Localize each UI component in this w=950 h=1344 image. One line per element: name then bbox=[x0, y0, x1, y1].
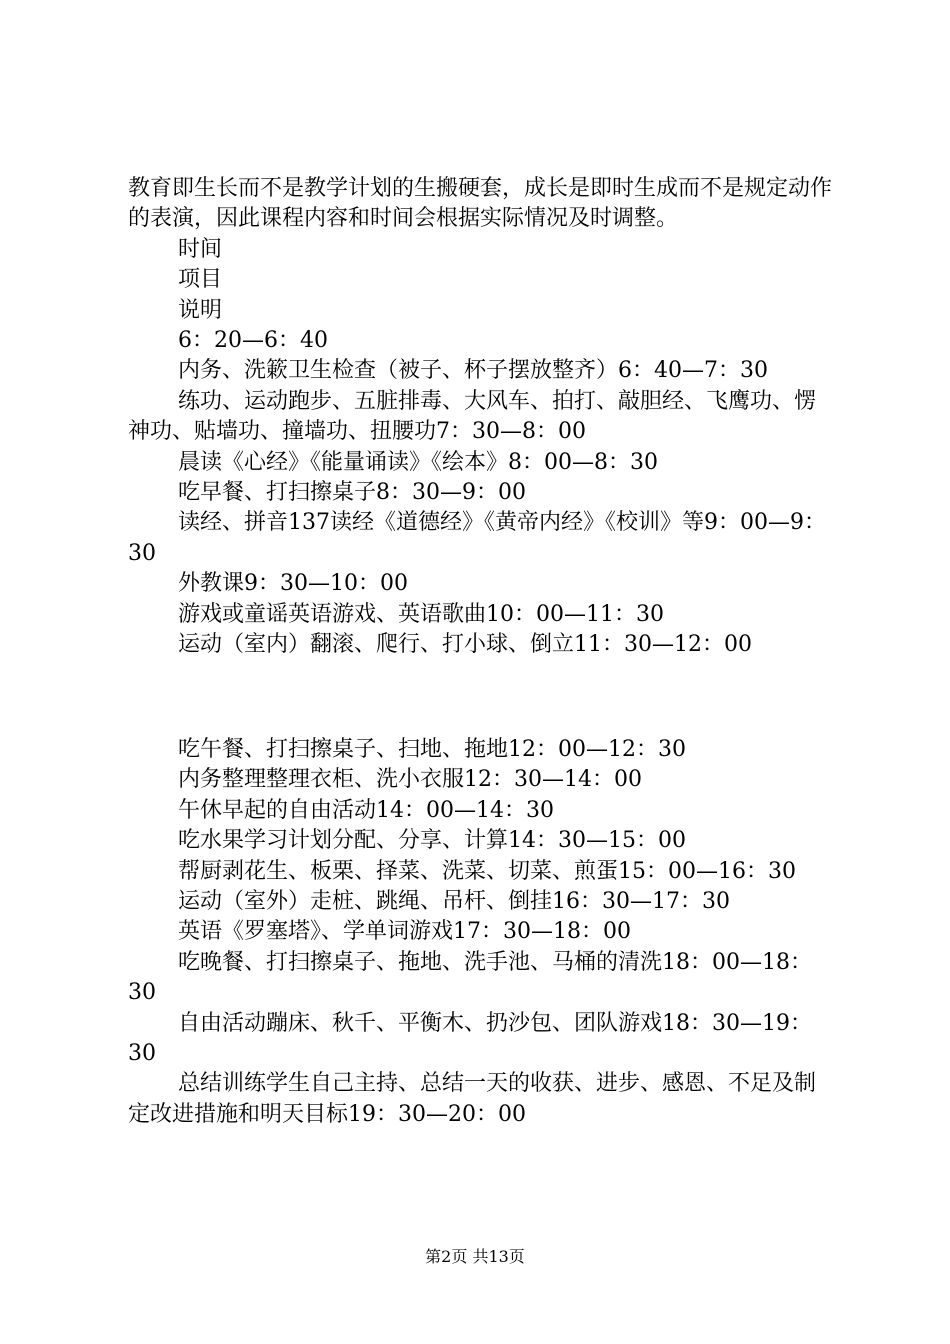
schedule-line: 运动（室外）走桩、跳绳、吊杆、倒挂16：30—17：30 bbox=[178, 888, 730, 914]
schedule-line: 内务、洗簌卫生检查（被子、杯子摆放整齐）6：40—7：30 bbox=[178, 358, 768, 384]
schedule-line: 练功、运动跑步、五脏排毒、大风车、拍打、敲胆经、飞鹰功、愣神功、贴墙功、撞墙功、扭腰功7：30—8：00 bbox=[128, 388, 817, 445]
schedule-line: 游戏或童谣英语游戏、英语歌曲10：00—11：30 bbox=[178, 601, 664, 627]
schedule-line: 外教课9：30—10：00 bbox=[178, 571, 408, 597]
schedule-line: 吃晚餐、打扫擦桌子、拖地、洗手池、马桶的清洗18：00—18：30 bbox=[128, 949, 812, 1006]
header-item: 项目 bbox=[178, 267, 223, 293]
schedule-line: 吃早餐、打扫擦桌子8：30—9：00 bbox=[178, 480, 526, 506]
schedule-line: 6：20—6：40 bbox=[178, 328, 328, 354]
schedule-line: 吃水果学习计划分配、分享、计算14：30—15：00 bbox=[178, 828, 686, 854]
intro-paragraph: 教育即生长而不是教学计划的生搬硬套，成长是即时生成而不是规定动作的表演，因此课程内容和时间会根据实际情况及时调整。 bbox=[128, 176, 833, 232]
schedule-line: 自由活动蹦床、秋千、平衡木、扔沙包、团队游戏18：30—19：30 bbox=[128, 1010, 812, 1066]
schedule-line: 晨读《心经》《能量诵读》《绘本》8：00—8：30 bbox=[178, 449, 658, 475]
document-body bbox=[128, 174, 833, 1130]
schedule-line: 吃午餐、打扫擦桌子、扫地、拖地12：00—12：30 bbox=[178, 736, 686, 762]
schedule-list bbox=[128, 326, 833, 1130]
blank-line bbox=[128, 683, 833, 713]
header-time: 时间 bbox=[178, 236, 223, 262]
schedule-line: 帮厨剥花生、板栗、择菜、洗菜、切菜、煎蛋15：00—16：30 bbox=[178, 858, 796, 884]
header-note: 说明 bbox=[178, 297, 223, 323]
schedule-line: 午休早起的自由活动14：00—14：30 bbox=[178, 797, 554, 823]
schedule-line: 内务整理整理衣柜、洗小衣服12：30—14：00 bbox=[178, 767, 642, 793]
schedule-line: 英语《罗塞塔》、学单词游戏17：30—18：00 bbox=[178, 919, 631, 945]
schedule-line: 运动（室内）翻滚、爬行、打小球、倒立11：30—12：00 bbox=[178, 632, 752, 658]
schedule-line: 总结训练学生自己主持、总结一天的收获、进步、感恩、不足及制定改进措施和明天目标19：30—20：00 bbox=[128, 1071, 817, 1127]
schedule-line: 读经、拼音137读经《道德经》《黄帝内经》《校训》等9：00—9：30 bbox=[128, 510, 826, 566]
page-footer: 第2页 共13页 bbox=[425, 1247, 525, 1266]
